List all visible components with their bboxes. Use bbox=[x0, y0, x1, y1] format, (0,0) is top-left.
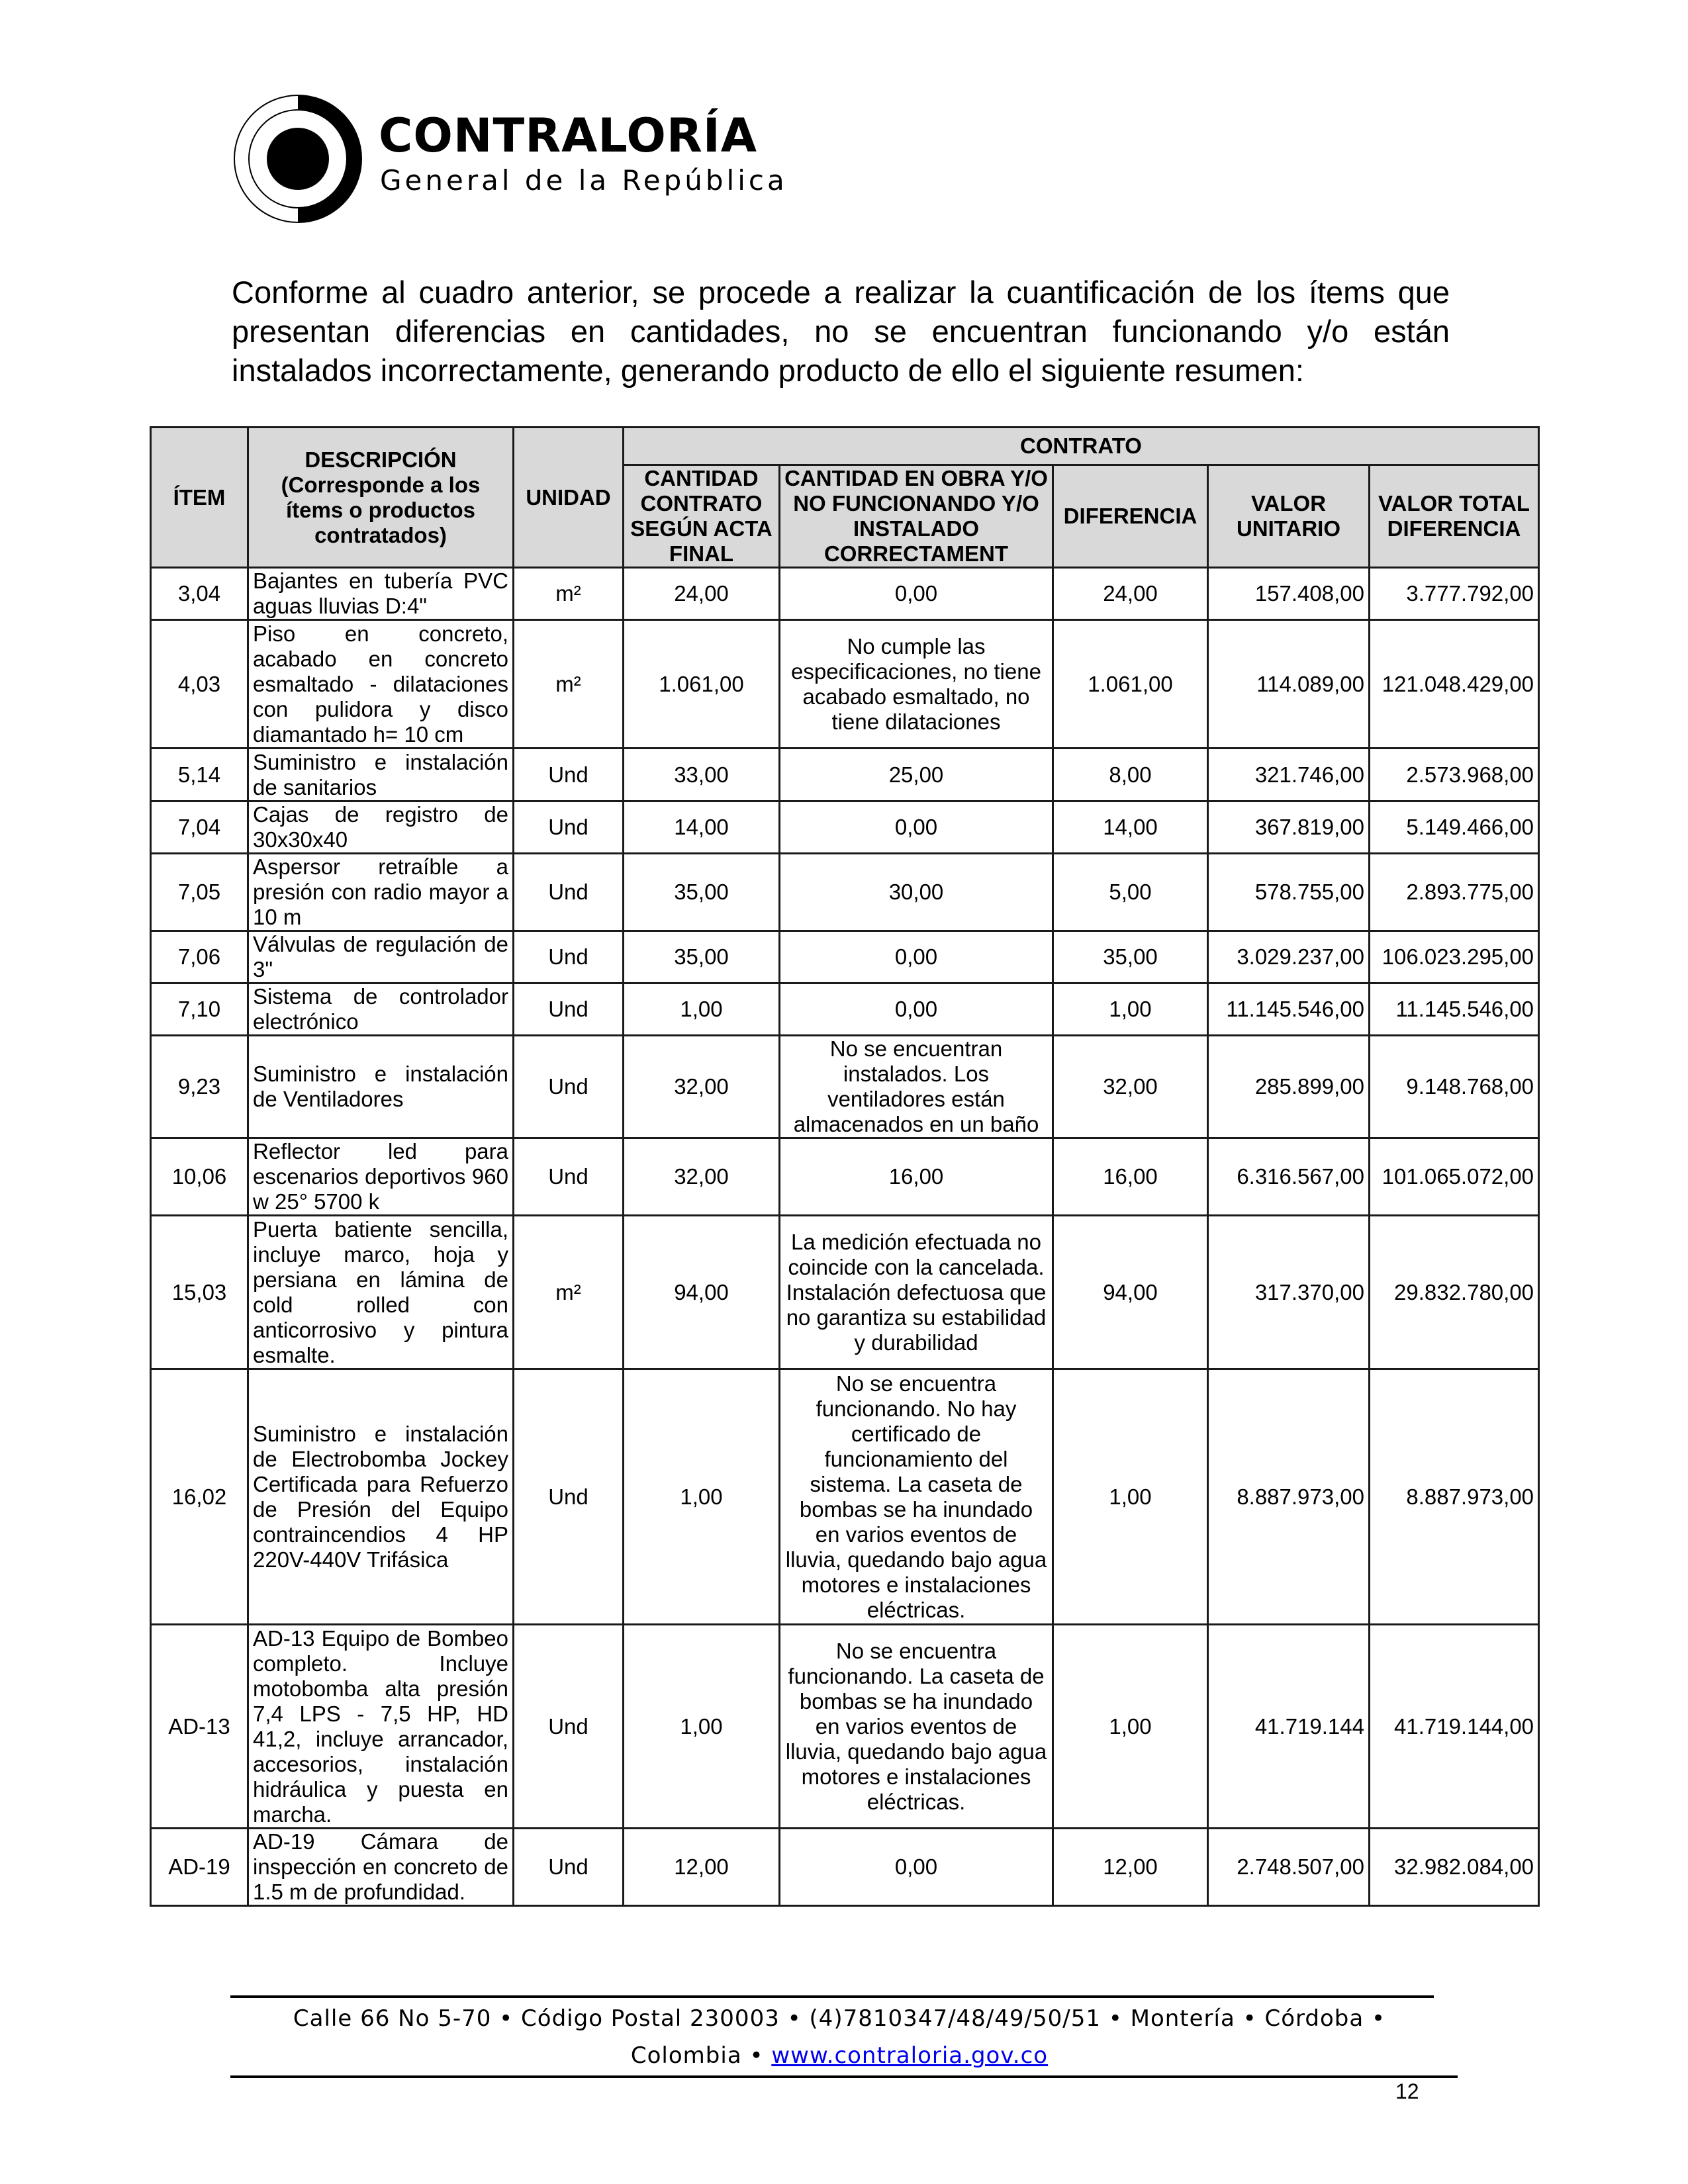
row-valor-unitario: 157.408,00 bbox=[1208, 568, 1370, 620]
row-valor-unitario: 6.316.567,00 bbox=[1208, 1138, 1370, 1216]
table-row bbox=[151, 1625, 1539, 1829]
row-valor-total: 9.148.768,00 bbox=[1370, 1036, 1539, 1138]
row-cantidad-obra: No se encuentra funcionando. No hay certificado de funcionamiento del sistema. La caseta de bombas se ha inundado en varios eventos de lluvia, quedando bajo agua motores e instalaciones eléctricas. bbox=[780, 1369, 1053, 1625]
row-descripcion: Aspersor retraíble a presión con radio mayor a 10 m bbox=[248, 854, 514, 931]
row-valor-total: 106.023.295,00 bbox=[1370, 931, 1539, 983]
table-row bbox=[151, 854, 1539, 931]
table-row bbox=[151, 1138, 1539, 1216]
header-valor-unitario: VALOR UNITARIO bbox=[1208, 465, 1370, 568]
row-valor-total: 3.777.792,00 bbox=[1370, 568, 1539, 620]
row-diferencia: 35,00 bbox=[1053, 931, 1208, 983]
row-unidad: Und bbox=[514, 1138, 624, 1216]
row-item: 7,05 bbox=[151, 854, 248, 931]
table-row bbox=[151, 1829, 1539, 1906]
row-descripcion: Cajas de registro de 30x30x40 bbox=[248, 801, 514, 854]
row-valor-total: 11.145.546,00 bbox=[1370, 983, 1539, 1036]
row-diferencia: 16,00 bbox=[1053, 1138, 1208, 1216]
row-cantidad-contrato: 1,00 bbox=[624, 983, 780, 1036]
row-unidad: m² bbox=[514, 620, 624, 749]
brand-subtitle: General de la República bbox=[380, 164, 788, 197]
row-cantidad-obra: 0,00 bbox=[780, 931, 1053, 983]
row-cantidad-contrato: 35,00 bbox=[624, 931, 780, 983]
row-cantidad-contrato: 1,00 bbox=[624, 1625, 780, 1829]
table-row bbox=[151, 1369, 1539, 1625]
row-item: 10,06 bbox=[151, 1138, 248, 1216]
row-unidad: Und bbox=[514, 749, 624, 801]
row-unidad: Und bbox=[514, 1036, 624, 1138]
row-cantidad-contrato: 1.061,00 bbox=[624, 620, 780, 749]
row-unidad: Und bbox=[514, 1829, 624, 1906]
footer-country-line bbox=[230, 2037, 1448, 2074]
row-valor-unitario: 41.719.144 bbox=[1208, 1625, 1370, 1829]
row-unidad: m² bbox=[514, 1216, 624, 1369]
footer-top-divider bbox=[230, 1995, 1434, 1998]
header-diferencia: DIFERENCIA bbox=[1053, 465, 1208, 568]
row-cantidad-obra: 0,00 bbox=[780, 983, 1053, 1036]
row-diferencia: 1,00 bbox=[1053, 1369, 1208, 1625]
row-cantidad-contrato: 32,00 bbox=[624, 1036, 780, 1138]
row-descripcion: Suministro e instalación de sanitarios bbox=[248, 749, 514, 801]
footer-bottom-divider bbox=[230, 2075, 1458, 2078]
row-item: 4,03 bbox=[151, 620, 248, 749]
row-descripcion: Sistema de controlador electrónico bbox=[248, 983, 514, 1036]
table-row bbox=[151, 1036, 1539, 1138]
row-cantidad-contrato: 94,00 bbox=[624, 1216, 780, 1369]
row-valor-unitario: 367.819,00 bbox=[1208, 801, 1370, 854]
row-cantidad-contrato: 14,00 bbox=[624, 801, 780, 854]
row-unidad: Und bbox=[514, 854, 624, 931]
row-cantidad-contrato: 35,00 bbox=[624, 854, 780, 931]
row-cantidad-obra: 30,00 bbox=[780, 854, 1053, 931]
row-valor-total: 41.719.144,00 bbox=[1370, 1625, 1539, 1829]
row-cantidad-obra: 0,00 bbox=[780, 801, 1053, 854]
row-valor-total: 2.893.775,00 bbox=[1370, 854, 1539, 931]
row-unidad: Und bbox=[514, 931, 624, 983]
row-descripcion: Bajantes en tubería PVC aguas lluvias D:4" bbox=[248, 568, 514, 620]
row-item: 7,10 bbox=[151, 983, 248, 1036]
row-valor-total: 29.832.780,00 bbox=[1370, 1216, 1539, 1369]
row-unidad: Und bbox=[514, 1369, 624, 1625]
row-unidad: Und bbox=[514, 983, 624, 1036]
row-diferencia: 24,00 bbox=[1053, 568, 1208, 620]
header-descripcion-label: DESCRIPCIÓN (Corresponde a los ítems o productos contratados) bbox=[281, 447, 481, 547]
row-diferencia: 94,00 bbox=[1053, 1216, 1208, 1369]
row-cantidad-obra: 0,00 bbox=[780, 568, 1053, 620]
row-unidad: Und bbox=[514, 1625, 624, 1829]
table-row bbox=[151, 983, 1539, 1036]
row-valor-unitario: 3.029.237,00 bbox=[1208, 931, 1370, 983]
row-cantidad-obra: No cumple las especificaciones, no tiene acabado esmaltado, no tiene dilataciones bbox=[780, 620, 1053, 749]
summary-table bbox=[150, 426, 1540, 1907]
row-descripcion: AD-19 Cámara de inspección en concreto de 1.5 m de profundidad. bbox=[248, 1829, 514, 1906]
table-row bbox=[151, 749, 1539, 801]
row-valor-unitario: 11.145.546,00 bbox=[1208, 983, 1370, 1036]
row-valor-total: 2.573.968,00 bbox=[1370, 749, 1539, 801]
row-unidad: m² bbox=[514, 568, 624, 620]
row-diferencia: 14,00 bbox=[1053, 801, 1208, 854]
row-valor-unitario: 321.746,00 bbox=[1208, 749, 1370, 801]
row-valor-unitario: 317.370,00 bbox=[1208, 1216, 1370, 1369]
row-cantidad-contrato: 12,00 bbox=[624, 1829, 780, 1906]
row-descripcion: Reflector led para escenarios deportivos 960 w 25° 5700 k bbox=[248, 1138, 514, 1216]
row-item: 16,02 bbox=[151, 1369, 248, 1625]
row-valor-unitario: 2.748.507,00 bbox=[1208, 1829, 1370, 1906]
row-descripcion: Puerta batiente sencilla, incluye marco, hoja y persiana en lámina de cold rolled con anticorrosivo y pintura esmalte. bbox=[248, 1216, 514, 1369]
contraloria-logo-icon bbox=[232, 93, 364, 225]
row-valor-total: 8.887.973,00 bbox=[1370, 1369, 1539, 1625]
table-row bbox=[151, 568, 1539, 620]
table-row bbox=[151, 931, 1539, 983]
row-unidad: Und bbox=[514, 801, 624, 854]
table-row bbox=[151, 620, 1539, 749]
footer-address-line: Calle 66 No 5-70 • Código Postal 230003 • (4)7810347/48/49/50/51 • Montería • Córdoba • bbox=[293, 2005, 1386, 2032]
row-valor-total: 32.982.084,00 bbox=[1370, 1829, 1539, 1906]
row-valor-unitario: 285.899,00 bbox=[1208, 1036, 1370, 1138]
row-diferencia: 5,00 bbox=[1053, 854, 1208, 931]
row-item: AD-19 bbox=[151, 1829, 248, 1906]
row-item: 3,04 bbox=[151, 568, 248, 620]
row-item: 7,06 bbox=[151, 931, 248, 983]
footer-address bbox=[230, 2000, 1448, 2074]
row-descripcion: Suministro e instalación de Electrobomba Jockey Certificada para Refuerzo de Presión del Equipo contraincendios 4 HP 220V-440V Trifásica bbox=[248, 1369, 514, 1625]
row-descripcion: Suministro e instalación de Ventiladores bbox=[248, 1036, 514, 1138]
row-cantidad-obra: La medición efectuada no coincide con la cancelada. Instalación defectuosa que no garantiza su estabilidad y durabilidad bbox=[780, 1216, 1053, 1369]
row-cantidad-contrato: 33,00 bbox=[624, 749, 780, 801]
row-diferencia: 12,00 bbox=[1053, 1829, 1208, 1906]
row-diferencia: 1.061,00 bbox=[1053, 620, 1208, 749]
table-row bbox=[151, 801, 1539, 854]
row-cantidad-obra: No se encuentra funcionando. La caseta de bombas se ha inundado en varios eventos de lluvia, quedando bajo agua motores e instalaciones eléctricas. bbox=[780, 1625, 1053, 1829]
row-item: 15,03 bbox=[151, 1216, 248, 1369]
row-item: AD-13 bbox=[151, 1625, 248, 1829]
intro-paragraph: Conforme al cuadro anterior, se procede a realizar la cuantificación de los ítems que presentan diferencias en cantidades, no se encuentran funcionando y/o están instalados incorrectamente, generando producto de ello el siguiente resumen: bbox=[232, 275, 1450, 388]
row-valor-total: 121.048.429,00 bbox=[1370, 620, 1539, 749]
website-link[interactable]: www.contraloria.gov.co bbox=[771, 2042, 1049, 2069]
row-cantidad-contrato: 24,00 bbox=[624, 568, 780, 620]
header-valor-total: VALOR TOTAL DIFERENCIA bbox=[1370, 465, 1539, 568]
row-cantidad-obra: No se encuentran instalados. Los ventiladores están almacenados en un baño bbox=[780, 1036, 1053, 1138]
brand-title: CONTRALORÍA bbox=[379, 109, 758, 163]
page-number: 12 bbox=[1395, 2079, 1419, 2103]
table-body bbox=[151, 568, 1539, 1906]
table-row bbox=[151, 1216, 1539, 1369]
header-cantidad-contrato: CANTIDAD CONTRATO SEGÚN ACTA FINAL bbox=[624, 465, 780, 568]
row-valor-total: 101.065.072,00 bbox=[1370, 1138, 1539, 1216]
header-descripcion bbox=[248, 428, 514, 568]
row-valor-unitario: 8.887.973,00 bbox=[1208, 1369, 1370, 1625]
row-valor-total: 5.149.466,00 bbox=[1370, 801, 1539, 854]
row-valor-unitario: 114.089,00 bbox=[1208, 620, 1370, 749]
row-cantidad-obra: 25,00 bbox=[780, 749, 1053, 801]
row-item: 5,14 bbox=[151, 749, 248, 801]
row-diferencia: 8,00 bbox=[1053, 749, 1208, 801]
row-diferencia: 1,00 bbox=[1053, 1625, 1208, 1829]
row-cantidad-obra: 16,00 bbox=[780, 1138, 1053, 1216]
row-cantidad-contrato: 32,00 bbox=[624, 1138, 780, 1216]
header-item: ÍTEM bbox=[151, 428, 248, 568]
row-descripcion: Válvulas de regulación de 3" bbox=[248, 931, 514, 983]
footer-country: Colombia • bbox=[630, 2042, 764, 2069]
header-contrato-group: CONTRATO bbox=[624, 428, 1539, 465]
header-cantidad-obra: CANTIDAD EN OBRA Y/O NO FUNCIONANDO Y/O INSTALADO CORRECTAMENT bbox=[780, 465, 1053, 568]
row-item: 9,23 bbox=[151, 1036, 248, 1138]
row-cantidad-contrato: 1,00 bbox=[624, 1369, 780, 1625]
row-valor-unitario: 578.755,00 bbox=[1208, 854, 1370, 931]
header-unidad: UNIDAD bbox=[514, 428, 624, 568]
row-cantidad-obra: 0,00 bbox=[780, 1829, 1053, 1906]
row-item: 7,04 bbox=[151, 801, 248, 854]
row-descripcion: AD-13 Equipo de Bombeo completo. Incluye motobomba alta presión 7,4 LPS - 7,5 HP, HD 41,2, incluye arrancador, accesorios, instalación hidráulica y puesta en marcha. bbox=[248, 1625, 514, 1829]
row-diferencia: 32,00 bbox=[1053, 1036, 1208, 1138]
row-diferencia: 1,00 bbox=[1053, 983, 1208, 1036]
row-descripcion: Piso en concreto, acabado en concreto esmaltado - dilataciones con pulidora y disco diamantado h= 10 cm bbox=[248, 620, 514, 749]
